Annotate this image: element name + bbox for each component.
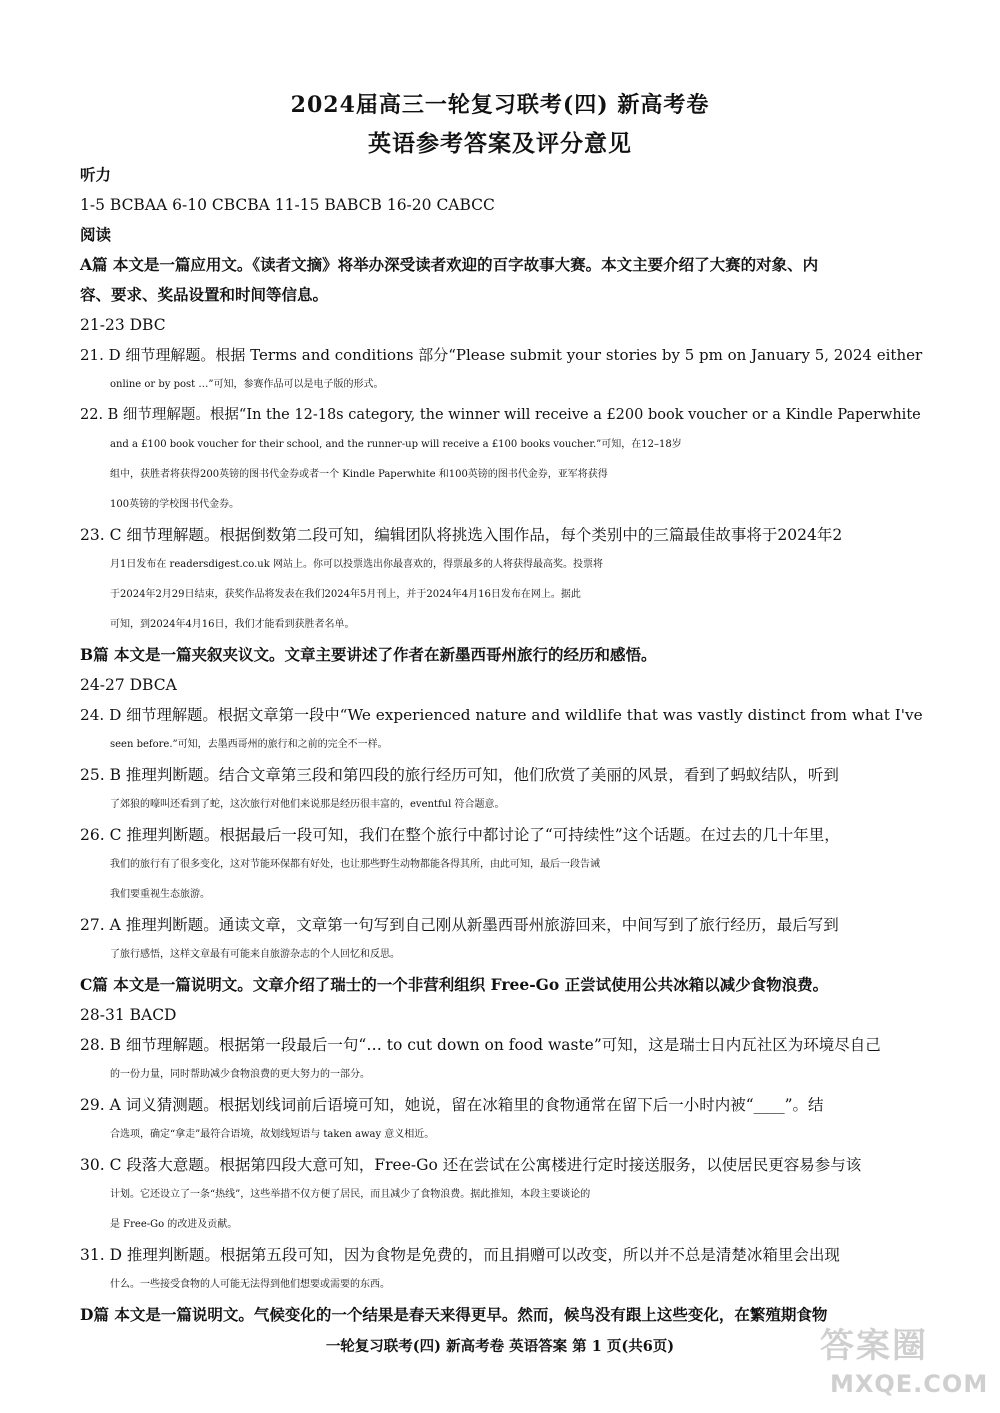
- text-line: 25. B 推理判断题。结合文章第三段和第四段的旅行经历可知，他们欣赏了美丽的风景，看到了蚂蚁结队，听到: [80, 766, 839, 784]
- text-line: 我们的旅行有了很多变化，这对节能环保都有好处，也让那些野生动物都能各得其所，由此可知，最后一段告诫: [110, 859, 600, 870]
- text-line: 30. C 段落大意题。根据第四段大意可知，Free-Go 还在尝试在公寓楼进行定时接送服务，以使居民更容易参与该: [80, 1156, 862, 1174]
- page-footer: 一轮复习联考(四) 新高考卷 英语答案 第 1 页(共6页): [325, 1338, 675, 1355]
- text-line: 月1日发布在 readersdigest.co.uk 网站上。你可以投票选出你最喜欢的，得票最多的人将获得最高奖。投票将: [110, 559, 603, 570]
- text-line: 了旅行感悟，这样文章最有可能来自旅游杂志的个人回忆和反思。: [110, 949, 400, 960]
- answer-content: [80, 160, 922, 1330]
- text-line: 什么。一些接受食物的人可能无法得到他们想要或需要的东西。: [110, 1279, 390, 1290]
- text-line: 是 Free-Go 的改进及贡献。: [110, 1219, 238, 1230]
- page-subtitle: 英语参考答案及评分意见: [368, 130, 632, 157]
- text-line: seen before.”可知，去墨西哥州的旅行和之前的完全不一样。: [110, 739, 388, 750]
- text-line: D篇 本文是一篇说明文。气候变化的一个结果是春天来得更早。然而，候鸟没有跟上这些变化，在繁殖期食物: [80, 1305, 828, 1324]
- text-line: 听力: [80, 165, 112, 184]
- text-line: 28. B 细节理解题。根据第一段最后一句“… to cut down on food waste”可知，这是瑞士日内瓦社区为环境尽自己: [80, 1036, 881, 1054]
- text-line: A篇 本文是一篇应用文。《读者文摘》将举办深受读者欢迎的百字故事大赛。本文主要介绍了大赛的对象、内: [80, 255, 819, 274]
- page-title: 2024届高三一轮复习联考(四) 新高考卷: [290, 92, 710, 118]
- text-line: C篇 本文是一篇说明文。文章介绍了瑞士的一个非营利组织 Free-Go 正尝试使用公共冰箱以减少食物浪费。: [80, 975, 829, 994]
- text-line: 24-27 DBCA: [80, 676, 177, 694]
- text-line: and a £100 book voucher for their school, and the runner-up will receive a £100 books voucher.”可知，在12–18岁: [110, 439, 682, 450]
- text-line: 21-23 DBC: [80, 316, 166, 334]
- text-line: 31. D 推理判断题。根据第五段可知，因为食物是免费的，而且捐赠可以改变，所以并不总是清楚冰箱里会出现: [80, 1246, 840, 1264]
- watermark-logo: [820, 1318, 989, 1408]
- text-line: 100英镑的学校图书代金券。: [110, 499, 240, 510]
- text-line: 1-5 BCBAA 6-10 CBCBA 11-15 BABCB 16-20 CABCC: [80, 196, 495, 214]
- text-line: 我们要重视生态旅游。: [110, 889, 210, 900]
- text-line: 26. C 推理判断题。根据最后一段可知，我们在整个旅行中都讨论了“可持续性”这个话题。在过去的几十年里，: [80, 826, 840, 844]
- text-line: 容、要求、奖品设置和时间等信息。: [80, 285, 329, 304]
- text-line: B篇 本文是一篇夹叙夹议文。文章主要讲述了作者在新墨西哥州旅行的经历和感悟。: [80, 645, 657, 664]
- text-line: 组中，获胜者将获得200英镑的图书代金券或者一个 Kindle Paperwhite 和100英镑的图书代金券，亚军将获得: [110, 469, 608, 480]
- text-line: 于2024年2月29日结束，获奖作品将发表在我们2024年5月刊上，并于2024年4月16日发布在网上。据此: [110, 589, 581, 600]
- text-line: 22. B 细节理解题。根据“In the 12-18s category, the winner will receive a £200 book voucher or a Kindle Paperwhite: [80, 407, 921, 423]
- text-line: 阅读: [80, 225, 112, 244]
- text-line: 合选项，确定“拿走”最符合语境，故划线短语与 taken away 意义相近。: [110, 1129, 435, 1140]
- text-line: 27. A 推理判断题。通读文章，文章第一句写到自己刚从新墨西哥州旅游回来，中间写到了旅行经历，最后写到: [80, 916, 839, 934]
- text-line: 24. D 细节理解题。根据文章第一段中“We experienced nature and wildlife that was vastly distinct from what I've: [80, 706, 923, 724]
- watermark-bottom-text: MXQE.COM: [830, 1370, 989, 1398]
- watermark-top-text: 答案圈: [820, 1326, 928, 1366]
- text-line: 了郊狼的嚎叫还看到了蛇，这次旅行对他们来说那是经历很丰富的，eventful 符合题意。: [110, 799, 505, 810]
- text-line: 的一份力量，同时帮助减少食物浪费的更大努力的一部分。: [110, 1069, 370, 1080]
- text-line: 计划。它还设立了一条“热线”，这些举措不仅方便了居民，而且减少了食物浪费。据此推知，本段主要谈论的: [110, 1189, 591, 1200]
- text-line: online or by post …”可知，参赛作品可以是电子版的形式。: [110, 379, 384, 390]
- text-line: 21. D 细节理解题。根据 Terms and conditions 部分“Please submit your stories by 5 pm on January 5, 2024 either: [80, 346, 923, 364]
- text-line: 29. A 词义猜测题。根据划线词前后语境可知，她说，留在冰箱里的食物通常在留下后一小时内被“____”。结: [80, 1096, 824, 1114]
- text-line: 23. C 细节理解题。根据倒数第二段可知，编辑团队将挑选入围作品，每个类别中的三篇最佳故事将于2024年2: [80, 526, 843, 544]
- text-line: 可知，到2024年4月16日，我们才能看到获胜者名单。: [110, 619, 355, 630]
- text-line: 28-31 BACD: [80, 1006, 177, 1024]
